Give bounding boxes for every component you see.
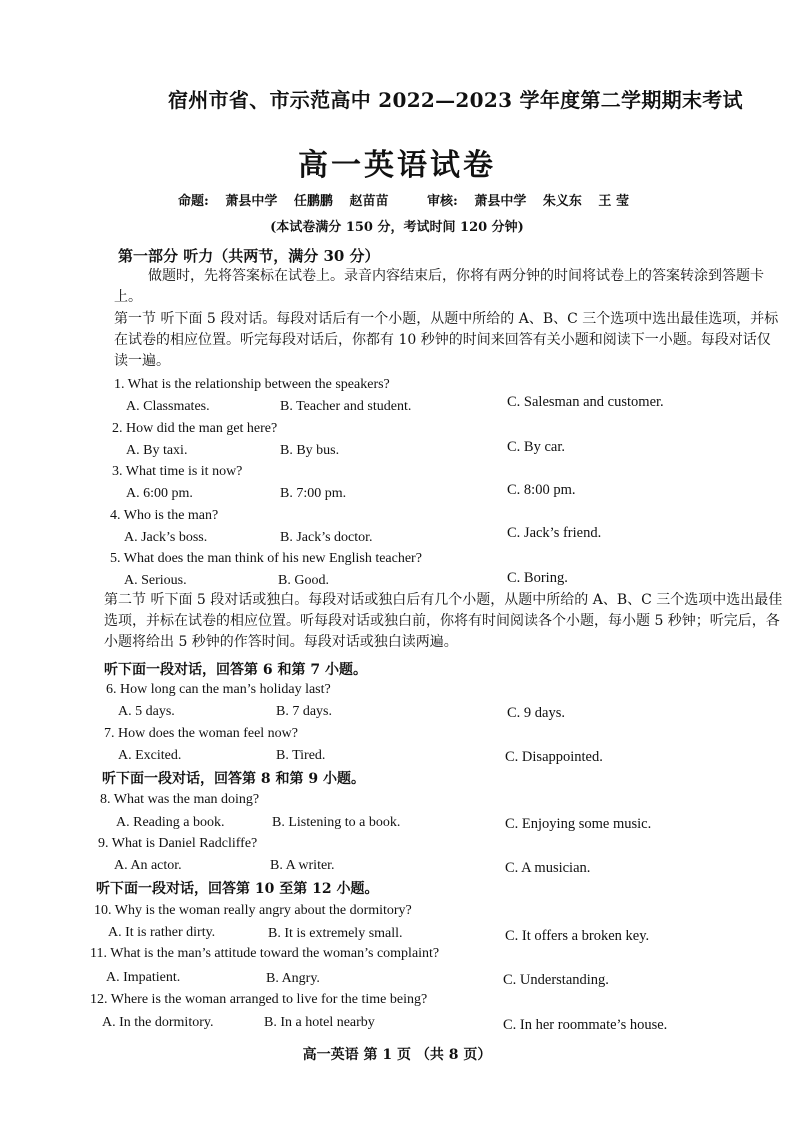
option-a: A. 5 days. [118, 704, 175, 719]
part-intro: 做题时，先将答案标在试卷上。录音内容结束后，你将有两分钟的时间将试卷上的答案转涂到答题卡上。 [114, 268, 764, 305]
exam-info: (本试卷满分 150 分，考试时间 120 分钟) [270, 220, 524, 235]
part-heading: 第一部分 听力（共两节，满分 30 分） [118, 247, 380, 265]
option-a: A. Serious. [124, 573, 187, 588]
option-b: B. 7:00 pm. [280, 486, 347, 501]
question-stem: 4. Who is the man? [110, 508, 219, 523]
page-footer: 高一英语 第 1 页 （共 8 页） [302, 1047, 492, 1063]
option-b: B. Tired. [276, 748, 326, 763]
option-c: C. Boring. [507, 570, 568, 586]
option-b: B. 7 days. [276, 704, 332, 719]
option-b: B. It is extremely small. [268, 926, 403, 941]
listening-instruction: 听下面一段对话，回答第 10 至第 12 小题。 [96, 881, 379, 897]
option-b: B. Jack’s doctor. [280, 530, 373, 545]
question-stem: 8. What was the man doing? [100, 792, 260, 807]
option-a: A. By taxi. [126, 443, 188, 458]
question-stem: 10. Why is the woman really angry about the dormitory? [94, 903, 412, 918]
question-stem: 11. What is the man’s attitude toward the woman’s complaint? [90, 946, 440, 961]
option-c: C. Understanding. [503, 972, 609, 988]
option-b: B. A writer. [270, 858, 335, 873]
listening-instruction: 听下面一段对话，回答第 8 和第 9 小题。 [102, 771, 365, 787]
option-b: B. Angry. [266, 971, 320, 986]
section2-instructions: 第二节 听下面 5 段对话或独白。每段对话或独白后有几个小题，从题中所给的 A、B、C 三个选项中选出最佳选项，并标在试卷的相应位置。听每段对话或独白前，你将有时间阅读各个小题，每小题 5 秒钟；听完后，各小题将给出 5 秒钟的作答时间。每段对话或独白读两遍。 [104, 592, 783, 650]
reviewer-name: 王 莹 [598, 194, 629, 209]
question-stem: 2. How did the man get here? [112, 421, 278, 436]
question-stem: 6. How long can the man’s holiday last? [106, 682, 331, 697]
proposer-name: 任鹏鹏 [293, 194, 333, 209]
proposer-label: 命题: [178, 194, 209, 209]
option-a: A. Classmates. [126, 399, 210, 414]
option-a: A. It is rather dirty. [108, 925, 216, 940]
option-a: A. 6:00 pm. [126, 486, 193, 501]
paper-title: 高一英语试卷 [298, 148, 496, 183]
option-a: A. Jack’s boss. [124, 530, 208, 545]
reviewer-school: 萧县中学 [474, 194, 527, 209]
option-c: C. A musician. [505, 860, 591, 876]
proposer-name: 赵苗苗 [349, 194, 389, 209]
question-stem: 3. What time is it now? [112, 464, 243, 479]
option-a: A. Impatient. [106, 970, 181, 985]
question-stem: 9. What is Daniel Radcliffe? [98, 836, 258, 851]
option-c: C. Salesman and customer. [507, 394, 664, 410]
option-c: C. 9 days. [507, 705, 565, 721]
option-c: C. 8:00 pm. [507, 482, 576, 498]
exam-title: 宿州市省、市示范高中 2022—2023 学年度第二学期期末考试 [168, 88, 743, 112]
listening-instruction: 听下面一段对话，回答第 6 和第 7 小题。 [104, 662, 367, 678]
option-a: A. In the dormitory. [102, 1015, 214, 1030]
option-b: B. Teacher and student. [280, 399, 412, 414]
option-b: B. In a hotel nearby [264, 1015, 375, 1030]
question-stem: 5. What does the man think of his new English teacher? [110, 551, 422, 566]
option-b: B. By bus. [280, 443, 340, 458]
option-c: C. In her roommate’s house. [503, 1017, 668, 1033]
authors-line [178, 190, 641, 209]
option-c: C. It offers a broken key. [505, 928, 650, 944]
question-stem: 7. How does the woman feel now? [104, 726, 299, 741]
option-b: B. Good. [278, 573, 329, 588]
reviewer-label: 审核: [426, 194, 458, 209]
question-stem: 1. What is the relationship between the speakers? [114, 377, 390, 392]
reviewer-name: 朱义东 [542, 194, 582, 209]
option-c: C. Enjoying some music. [505, 816, 652, 832]
section1-instructions: 第一节 听下面 5 段对话。每段对话后有一个小题，从题中所给的 A、B、C 三个选项中选出最佳选项，并标在试卷的相应位置。听完每段对话后，你都有 10 秒钟的时间来回答有关小题和阅读下一小题。每段对话仅读一遍。 [114, 311, 779, 369]
option-c: C. By car. [507, 439, 565, 455]
option-c: C. Disappointed. [505, 749, 603, 765]
option-b: B. Listening to a book. [272, 815, 401, 830]
option-a: A. Excited. [118, 748, 182, 763]
option-a: A. Reading a book. [116, 815, 225, 830]
option-c: C. Jack’s friend. [507, 525, 602, 541]
option-a: A. An actor. [114, 858, 182, 873]
question-stem: 12. Where is the woman arranged to live for the time being? [90, 992, 428, 1007]
proposer-school: 萧县中学 [225, 194, 278, 209]
